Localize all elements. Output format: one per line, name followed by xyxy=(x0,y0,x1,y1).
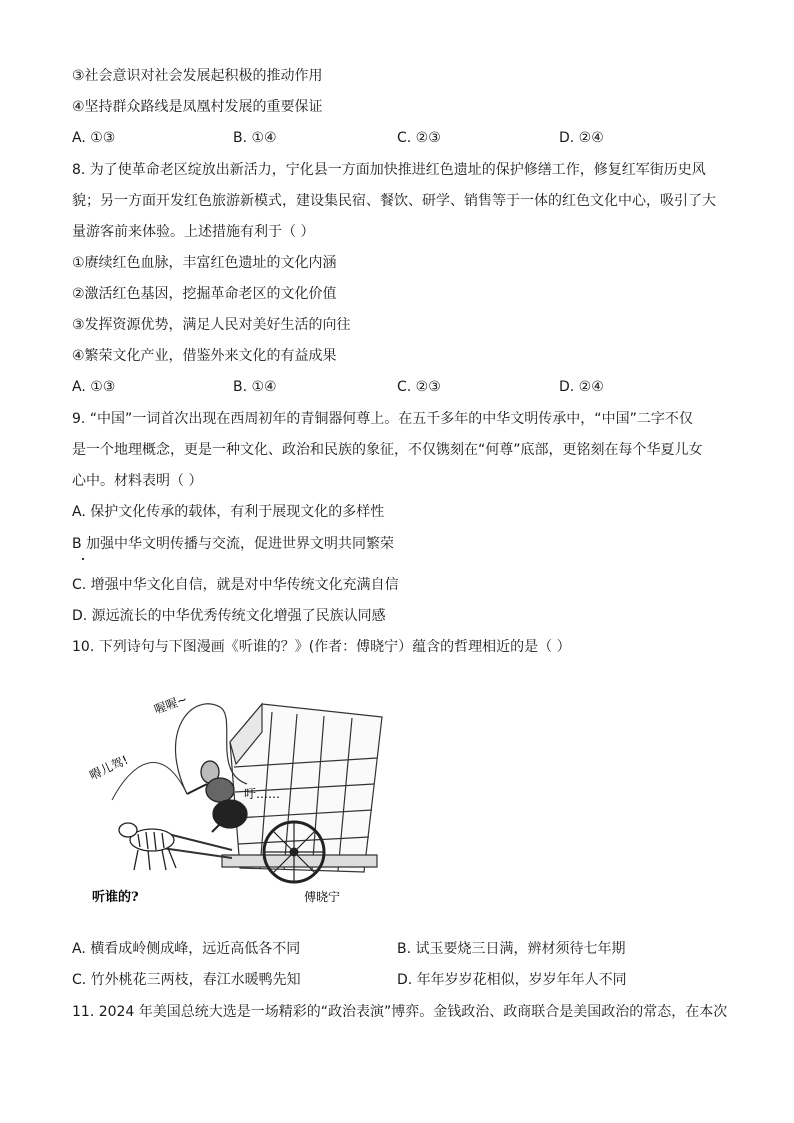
q7-statement-3: ③社会意识对社会发展起积极的推动作用 xyxy=(72,68,323,84)
q9-option-b: B 加强中华文明传播与交流，促进世界文明共同繁荣 xyxy=(72,536,395,552)
q8-stem-line-2: 貌；另一方面开发红色旅游新模式，建设集民宿、餐饮、研学、销售等于一体的红色文化中心，吸引了大 xyxy=(72,193,716,209)
q8-stem-line-3: 量游客前来体验。上述措施有利于（ ） xyxy=(72,224,315,240)
q7-option-b: B. ①④ xyxy=(233,130,277,146)
q9-stem-line-2: 是一个地理概念，更是一种文化、政治和民族的象征，不仅镌刻在“何尊”底部，更铭刻在每个华夏儿女 xyxy=(72,442,703,458)
q8-option-c: C. ②③ xyxy=(397,379,441,395)
q11-stem-line-1: 11. 2024 年美国总统大选是一场精彩的“政治表演”博弈。金钱政治、政商联合是美国政治的常态，在本次 xyxy=(72,1004,728,1020)
q10-options-row-1 xyxy=(72,939,732,959)
q8-statement-4: ④繁荣文化产业，借鉴外来文化的有益成果 xyxy=(72,348,337,364)
q10-option-c: C. 竹外桃花三两枝，春江水暖鸭先知 xyxy=(72,972,301,988)
scan-speck xyxy=(82,558,84,560)
q7-option-d: D. ②④ xyxy=(559,130,604,146)
q7-option-c: C. ②③ xyxy=(397,130,441,146)
donkey-figure xyxy=(119,823,176,870)
q8-statement-1: ①赓续红色血脉，丰富红色遗址的文化内涵 xyxy=(72,255,337,271)
q10-option-a: A. 横看成岭侧成峰，远近高低各不同 xyxy=(72,941,301,957)
q10-stem: 10. 下列诗句与下图漫画《听谁的？》(作者：傅晓宁）蕴含的哲理相近的是（ ） xyxy=(72,639,571,655)
q9-stem-line-1: 9. “中国”一词首次出现在西周初年的青铜器何尊上。在五千多年的中华文明传承中，“中国”二字不仅 xyxy=(72,411,693,427)
bubble-wowo: 喔喔~ xyxy=(152,692,190,717)
q7-options xyxy=(72,128,732,148)
q8-options xyxy=(72,377,732,397)
q10-option-b: B. 试玉要烧三日满，辨材须待七年期 xyxy=(397,941,626,957)
q7-option-a: A. ①③ xyxy=(72,130,116,146)
q8-option-a: A. ①③ xyxy=(72,379,116,395)
cartoon-caption: 听谁的? xyxy=(92,890,139,905)
q8-stem-line-1: 8. 为了使革命老区绽放出新活力，宁化县一方面加快推进红色遗址的保护修缮工作，修复红军街历史风 xyxy=(72,162,706,178)
cartoon-author: 傅晓宁 xyxy=(304,890,341,904)
q8-option-d: D. ②④ xyxy=(559,379,604,395)
q9-option-d: D. 源远流长的中华优秀传统文化增强了民族认同感 xyxy=(72,608,386,624)
bubble-jia: 嘚儿驾! xyxy=(87,752,131,783)
q10-option-d: D. 年年岁岁花相似，岁岁年年人不同 xyxy=(397,972,627,988)
q8-statement-3: ③发挥资源优势，满足人民对美好生活的向往 xyxy=(72,317,351,333)
cart-wheel xyxy=(264,822,324,882)
q9-option-c: C. 增强中华文化自信，就是对中华传统文化充满自信 xyxy=(72,577,399,593)
cartoon-illustration xyxy=(72,672,417,912)
q7-statement-4: ④坚持群众路线是凤凰村发展的重要保证 xyxy=(72,99,323,115)
q9-option-a: A. 保护文化传承的载体，有利于展现文化的多样性 xyxy=(72,504,385,520)
q8-statement-2: ②激活红色基因，挖掘革命老区的文化价值 xyxy=(72,286,337,302)
q9-stem-line-3: 心中。材料表明（ ） xyxy=(72,473,203,489)
q10-options-row-2 xyxy=(72,970,732,990)
cart-shaft-lower xyxy=(162,848,232,858)
bubble-yu: 吁…… xyxy=(244,787,281,801)
q8-option-b: B. ①④ xyxy=(233,379,277,395)
